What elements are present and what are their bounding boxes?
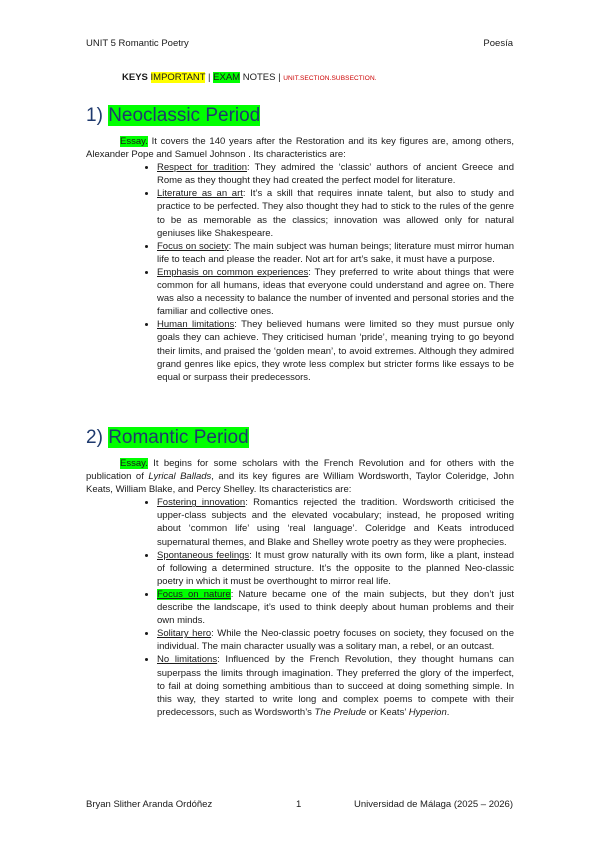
- item-text-end: .: [446, 706, 450, 718]
- list-item: [157, 496, 514, 548]
- page-header: [86, 38, 513, 49]
- list-item: [157, 653, 514, 718]
- characteristics-list: [86, 496, 514, 719]
- list-item: [157, 240, 514, 266]
- section-number: 1): [86, 105, 109, 126]
- header-unit-title: UNIT 5 Romantic Poetry: [86, 38, 189, 49]
- footer-page-number: 1: [296, 799, 302, 810]
- item-term: Solitary hero: [157, 628, 212, 640]
- list-item: [157, 161, 514, 187]
- intro-text-cont: , and its key figures are William Wordsworth, Taylor Coleridge, John Keats, William Blake, and Percy Shelley. Its characteristics are:: [86, 471, 514, 496]
- item-term: No limitations: [157, 654, 218, 666]
- intro-book-title: Lyrical Ballads: [148, 471, 212, 483]
- section-heading-romantic: [86, 426, 514, 450]
- section-title: Neoclassic Period: [108, 105, 261, 126]
- intro-text: It covers the 140 years after the Restoration and its key figures are, among others, Alexander Pope and Samuel Johnson . Its characteristics are:: [86, 136, 514, 161]
- item-term: Focus on nature: [157, 588, 231, 600]
- list-item: [157, 187, 514, 239]
- book-title: The Prelude: [314, 706, 367, 718]
- footer-university: Universidad de Málaga (2025 – 2026): [354, 799, 513, 810]
- key-exam: EXAM: [213, 72, 241, 83]
- list-item: [157, 266, 514, 318]
- item-text: : While the Neo-classic poetry focuses on society, they focused on the individual. The main character usually was a solitary man, a rebel, or an outcast.: [157, 628, 514, 653]
- list-item: [157, 549, 514, 588]
- item-text: : It must grow naturally with its own form, like a plant, instead of following a determined structure. It’s the opposite to the planned Neo-classic poetry in which it must be overthought to mirror real life.: [157, 549, 514, 587]
- item-term: Emphasis on common experiences: [157, 266, 309, 278]
- section-neoclassic: [86, 104, 514, 384]
- essay-tag: Essay.: [120, 136, 148, 147]
- item-text: : Influenced by the French Revolution, they thought humans can superpass the limits through imagination. They preferred the glory of the imperfect, to fail at doing something ambitious than to succeed at doing something simple. In this way, they started to write long and complex poems to compete with their predecessors, such as Wordsworth’s: [157, 654, 514, 718]
- characteristics-list: [86, 161, 514, 384]
- item-text: : The main subject was human beings; literature must mirror human life to teach and please the reader. Not art for art’s sake, it must have a purpose.: [157, 240, 514, 265]
- book-title: Hyperion: [408, 706, 447, 718]
- header-subject: Poesía: [483, 38, 513, 49]
- item-text: : They believed humans were limited so they must pursue only goals they can achieve. They criticised human ‘pride’, meaning trying to go beyond their limits, and praised the ‘golden mean’, to avoid extremes. Although they admired grand genres like epics, they wrote less complex but stricter forms like essays to be equal or surpass their predecessors.: [157, 319, 514, 383]
- item-term: Focus on society: [157, 240, 229, 252]
- section-intro: [86, 135, 514, 161]
- essay-tag: Essay.: [120, 458, 148, 469]
- item-text: : It’s a skill that requires innate talent, but also to study and practice to be perfected. They also thought they had to stick to the rules of the genre to be as memorable as the classics; innovation was allowed only for natural geniuses like Shakespeare.: [157, 188, 514, 239]
- item-text: : They preferred to write about things that were common for all humans, ideas that everyone could understand and agree on. There was also a necessity to balance the number of invented and personal stories and the familiar and collective ones.: [157, 266, 514, 318]
- item-term: Fostering innovation: [157, 497, 246, 509]
- intro-text: It begins for some scholars with the French Revolution and for others with the publication of: [86, 458, 514, 483]
- item-term: Spontaneous feelings: [157, 549, 250, 561]
- section-heading-neoclassic: [86, 104, 514, 128]
- item-term: Literature as an art: [157, 188, 243, 200]
- keys-label: KEYS: [122, 72, 148, 83]
- item-text: : Nature became one of the main subjects, but they don’t just describe the landscape, it’s used to think deeply about human problems and their own minds.: [157, 588, 515, 627]
- item-term: Human limitations: [157, 319, 235, 331]
- key-notes: NOTES |: [240, 72, 284, 83]
- section-title: Romantic Period: [108, 427, 249, 448]
- item-text: : Romantics rejected the tradition. Wordsworth criticised the upper-class subjects and the elevated vocabulary; instead, he proposed writing about ‘common life’ using ‘real language’. Coleridge and Keats introduced supernatural themes, and Blake and Shelley wrote poetry as they were prophecies.: [157, 497, 514, 548]
- section-intro: [86, 457, 514, 496]
- item-term: Respect for tradition: [157, 162, 248, 174]
- list-item: [157, 627, 514, 653]
- key-unit-section: UNIT.SECTION.SUBSECTION.: [283, 75, 377, 82]
- key-important: IMPORTANT: [150, 72, 206, 83]
- keys-legend: [122, 72, 377, 83]
- list-item: [157, 588, 514, 627]
- key-separator: |: [205, 72, 214, 83]
- section-romantic: [86, 426, 514, 719]
- item-text-mid: or Keats’: [366, 706, 409, 718]
- list-item: [157, 318, 514, 383]
- section-number: 2): [86, 427, 109, 448]
- item-text: : They admired the ‘classic’ authors of ancient Greece and Rome as they thought they had created the perfect model for literature.: [157, 162, 514, 187]
- footer-author: Bryan Slither Aranda Ordóñez: [86, 799, 213, 810]
